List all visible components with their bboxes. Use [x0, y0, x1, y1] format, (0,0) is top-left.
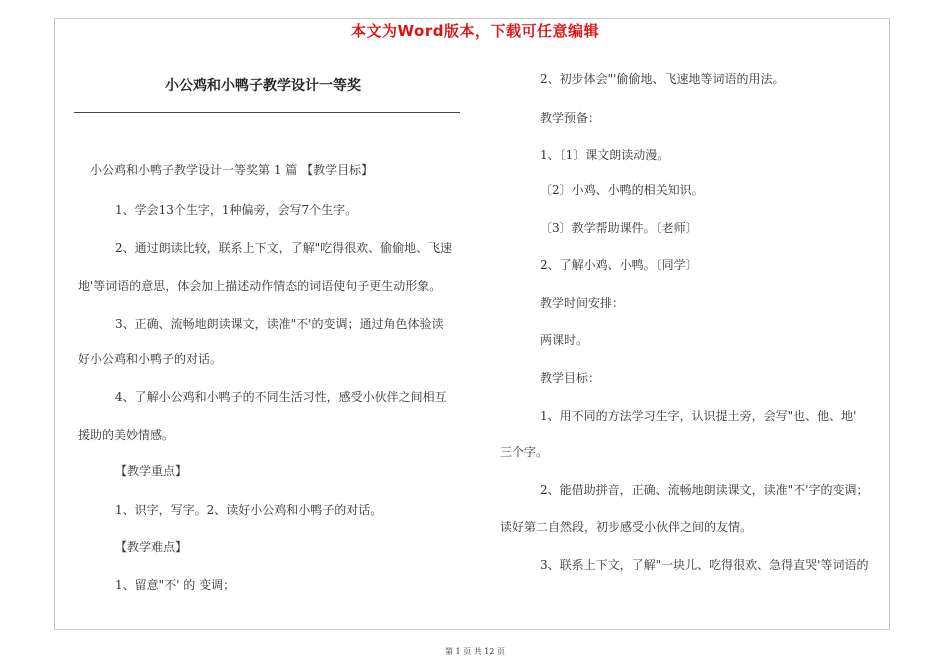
right-line-2: 教学预备： — [540, 111, 601, 125]
right-line-12: 2、能借助拼音，正确、流畅地朗读课文，读准"不'字的变调； — [540, 483, 869, 497]
page-number-footer: 第 1 页 共 12 页 — [445, 647, 505, 656]
right-line-14: 3、联系上下文，了解"一块儿、吃得很欢、急得直哭'等词语的 — [540, 558, 869, 572]
word-version-banner: 本文为Word版本，下载可任意编辑 — [351, 22, 599, 40]
right-line-5: 〔3〕教学帮助课件。〔老师〕 — [540, 221, 698, 235]
right-line-8: 两课时。 — [540, 333, 589, 347]
left-line-8: 援助的美妙情感。 — [78, 428, 175, 442]
left-line-10: 1、识字，写字。2、读好小公鸡和小鸭子的对话。 — [115, 503, 383, 517]
left-line-11: 【教学难点】 — [115, 540, 188, 554]
left-line-7: 4、了解小公鸡和小鸭子的不同生活习性，感受小伙伴之间相互 — [115, 390, 447, 404]
left-line-2: 1、学会13个生字，1种偏旁，会写7个生字。 — [115, 203, 358, 217]
right-line-6: 2、了解小鸡、小鸭。〔同学〕 — [540, 258, 698, 272]
right-line-3: 1、〔1〕课文朗读动漫。 — [540, 148, 670, 162]
right-line-9: 教学目标： — [540, 371, 601, 385]
right-line-10: 1、用不同的方法学习生字，认识提土旁，会写"也、他、地' — [540, 409, 857, 423]
left-line-1: 小公鸡和小鸭子教学设计一等奖第 1 篇 【教学目标】 — [90, 163, 374, 177]
left-line-3: 2、通过朗读比较，联系上下文，了解"吃得很欢、偷偷地、飞速 — [115, 241, 453, 255]
document-title: 小公鸡和小鸭子教学设计一等奖 — [165, 78, 361, 94]
right-line-11: 三个字。 — [500, 445, 549, 459]
left-line-9: 【教学重点】 — [115, 464, 188, 478]
title-underline — [74, 112, 460, 113]
right-line-7: 教学时间安排： — [540, 296, 625, 310]
left-line-4: 地'等词语的意思，体会加上描述动作情态的词语使句子更生动形象。 — [78, 279, 442, 293]
left-line-6: 好小公鸡和小鸭子的对话。 — [78, 352, 223, 366]
left-line-12: 1、留意"不' 的 变调； — [115, 578, 236, 592]
right-line-1: 2、初步体会"'偷偷地、飞速地等词语的用法。 — [540, 72, 785, 86]
right-line-4: 〔2〕小鸡、小鸭的相关知识。 — [540, 183, 704, 197]
left-line-5: 3、正确、流畅地朗读课文，读准"不'的变调；通过角色体验读 — [115, 317, 444, 331]
right-line-13: 读好第二自然段，初步感受小伙伴之间的友情。 — [500, 520, 753, 534]
